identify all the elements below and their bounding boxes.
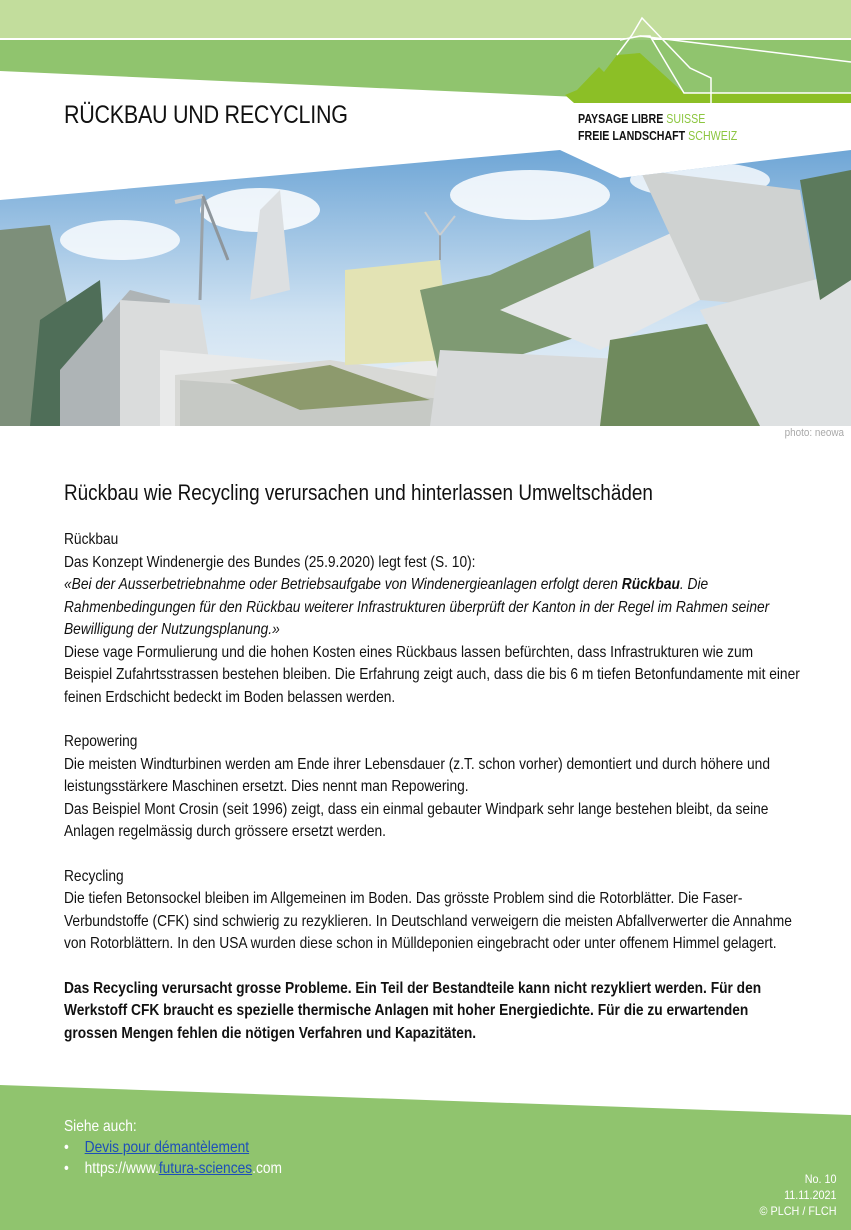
header-band-mid: [0, 40, 851, 98]
see-also-list: [64, 1137, 282, 1179]
section-body: Die meisten Windturbinen werden am Ende ihrer Lebensdauer (z.T. schon vorher) demontiert und durch höhere und leistungsstärkere Maschinen ersetzt. Dies nennt man Repowering.: [64, 755, 770, 795]
quote-text: . Die Rahmenbedingungen für den Rückbau weiterer Infrastrukturen überprüft der Kanton in der Regel im Rahmen seiner Bewilligung der Nutzungsplanung.»: [64, 576, 770, 638]
logo-line2-green: SCHWEIZ: [688, 128, 738, 143]
hero-photo: [0, 150, 851, 426]
section-intro: Das Konzept Windenergie des Bundes (25.9.2020) legt fest (S. 10):: [64, 553, 476, 571]
section-heading: Rückbau: [64, 531, 119, 548]
footer-see-also: [64, 1116, 282, 1179]
article-headline: Rückbau wie Recycling verursachen und hinterlassen Umweltschäden: [64, 480, 653, 505]
header-band-light: [0, 0, 851, 38]
logo-line2-bold: FREIE LANDSCHAFT: [578, 128, 686, 143]
quote-text: «Bei der Ausserbetriebnahme oder Betriebsaufgabe von Windenergieanlagen erfolgt deren: [64, 576, 622, 593]
article: [64, 480, 804, 1045]
link-devis-demantelement[interactable]: Devis pour démantèlement: [84, 1139, 250, 1156]
conclusion: Das Recycling verursacht grosse Probleme. Ein Teil der Bestandteile kann nicht rezykliert werden. Für den Werkstoff CFK braucht es spezielle thermische Anlagen mit hoher Energiedichte. Für die zu erwartenden grossen Mengen fehlen die nötigen Verfahren und Kapazitäten.: [64, 979, 762, 1042]
section-body: Das Beispiel Mont Crosin (seit 1996) zeigt, dass ein einmal gebauter Windpark sehr lange bestehen bleibt, da seine Anlagen regelmässig durch grössere ersetzt werden.: [64, 800, 769, 840]
section-heading: Recycling: [64, 867, 124, 885]
page-title: RÜCKBAU UND RECYCLING: [64, 101, 348, 129]
link-prefix: https://www.: [84, 1160, 159, 1177]
copyright: © PLCH / FLCH: [760, 1204, 837, 1218]
link-suffix: .com: [252, 1160, 282, 1177]
link-futura-sciences[interactable]: futura-sciences: [158, 1160, 253, 1177]
logo-line1-bold: PAYSAGE LIBRE: [578, 111, 664, 126]
section-heading: Repowering: [64, 733, 138, 750]
bullet-icon: •: [64, 1139, 69, 1156]
document-meta: [760, 1171, 837, 1219]
section-body: Die tiefen Betonsockel bleiben im Allgemeinen im Boden. Das grösste Problem sind die Rotorblätter. Die Faser-Verbundstoffe (CFK) sind schwierig zu rezyklieren. In Deutschland verweigern die meisten Abfallverwerter die Annahme von Rotorblättern. In den USA wurden diese schon in Mülldeponien eingebracht oder unter offenem Himmel gelagert.: [64, 890, 792, 952]
quote-emphasis: Rückbau: [621, 576, 680, 593]
see-also-label: Siehe auch:: [64, 1118, 137, 1135]
quote: [64, 576, 769, 638]
logo: [578, 110, 737, 144]
see-also-item: [64, 1158, 282, 1179]
document-date: 11.11.2021: [784, 1188, 837, 1202]
logo-line1-green: SUISSE: [666, 111, 706, 126]
bullet-icon: •: [64, 1160, 69, 1177]
document-number: No. 10: [805, 1172, 837, 1186]
section-recycling: [64, 866, 804, 956]
photo-credit: photo: neowa: [784, 427, 844, 439]
section-rueckbau: [64, 529, 804, 709]
section-repowering: [64, 731, 804, 844]
section-body: Diese vage Formulierung und die hohen Kosten eines Rückbaus lassen befürchten, dass Infrastrukturen wie zum Beispiel Zufahrtsstrassen bestehen bleiben. Die Erfahrung zeigt auch, dass die bis 6 m tiefen Betonfundamente mit einer feinen Erdschicht bedeckt im Boden belassen werden.: [64, 643, 800, 706]
see-also-item: [64, 1137, 282, 1158]
